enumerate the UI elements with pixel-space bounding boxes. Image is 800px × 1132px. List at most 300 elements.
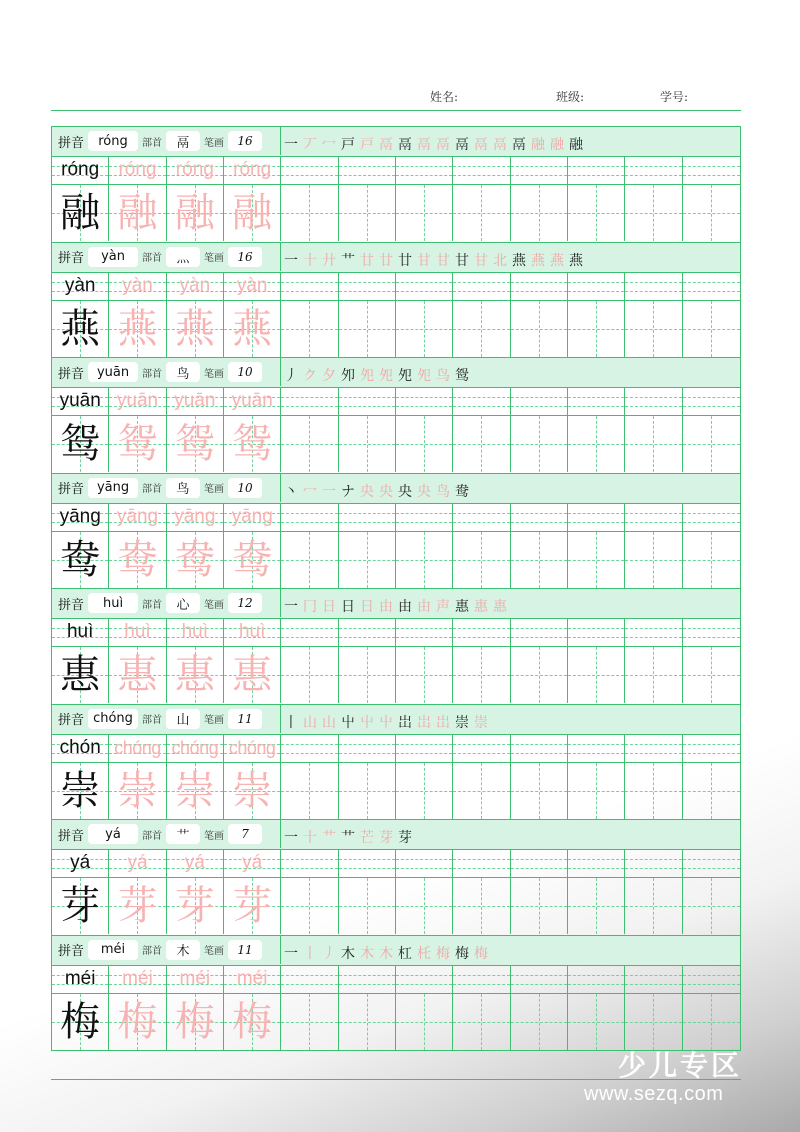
tianzige-cell xyxy=(109,532,166,588)
pinyin-cell[interactable] xyxy=(453,850,510,877)
stroke-step: 岀 xyxy=(417,714,432,731)
pinyin-cell[interactable] xyxy=(453,619,510,646)
stroke-count-label: 笔画 xyxy=(204,368,225,380)
tianzige-cell[interactable] xyxy=(683,532,740,588)
stroke-step: 夘 xyxy=(341,368,356,384)
pinyin-cell xyxy=(224,619,281,646)
pinyin-cell[interactable] xyxy=(396,735,453,762)
pinyin-cell xyxy=(109,966,166,993)
character-info-bar xyxy=(52,589,740,619)
pinyin-cell[interactable] xyxy=(396,273,453,300)
pinyin-cell[interactable] xyxy=(396,388,453,415)
pinyin-cell[interactable] xyxy=(568,157,625,184)
stroke-step: 一 xyxy=(284,945,299,962)
tianzige-cell[interactable] xyxy=(625,878,682,934)
radical-label: 部首 xyxy=(142,484,163,495)
stroke-count-label: 笔画 xyxy=(204,715,225,726)
radical-label: 部首 xyxy=(142,946,163,957)
pinyin-cell[interactable] xyxy=(511,966,568,993)
character-meta xyxy=(52,127,281,155)
pinyin-practice-row xyxy=(52,735,740,763)
tianzige-cell[interactable] xyxy=(683,878,740,934)
tianzige-cell[interactable] xyxy=(396,301,453,357)
tianzige-cell xyxy=(109,185,166,241)
pinyin-cell[interactable] xyxy=(396,157,453,184)
pinyin-cell[interactable] xyxy=(339,619,396,646)
character-practice-row xyxy=(52,878,740,934)
tianzige-cell[interactable] xyxy=(281,763,338,819)
stroke-step: 廿 xyxy=(360,252,375,269)
stroke-step: 声 xyxy=(436,599,451,615)
pinyin-cell[interactable] xyxy=(511,850,568,877)
stroke-step: 一 xyxy=(284,252,299,269)
student-info-header xyxy=(0,88,800,104)
character-info-bar xyxy=(52,705,740,735)
pinyin-cell[interactable] xyxy=(625,388,682,415)
radical-label: 部首 xyxy=(142,715,163,726)
tianzige-cell[interactable] xyxy=(339,416,396,472)
stroke-step: 鸯 xyxy=(455,483,470,500)
pinyin-label: 拼音 xyxy=(58,944,85,959)
character-trace: 惠 xyxy=(232,652,273,698)
tianzige-cell[interactable] xyxy=(683,994,740,1050)
stroke-step: 鬲 xyxy=(379,137,394,153)
stroke-step: 一 xyxy=(284,137,299,153)
pinyin-cell[interactable] xyxy=(339,735,396,762)
pinyin-cell[interactable] xyxy=(683,619,740,646)
pinyin-cell[interactable] xyxy=(281,735,338,762)
stroke-step: 崇 xyxy=(455,714,470,731)
character-trace: 梅 xyxy=(232,998,273,1045)
tianzige-cell[interactable] xyxy=(568,185,625,241)
tianzige-cell[interactable] xyxy=(281,532,338,588)
pinyin-cell[interactable] xyxy=(568,273,625,300)
pinyin-cell[interactable] xyxy=(339,157,396,184)
stroke-step: 芒 xyxy=(360,830,375,846)
pinyin-cell[interactable] xyxy=(683,157,740,184)
pinyin-cell[interactable] xyxy=(625,157,682,184)
stroke-step: 冂 xyxy=(303,599,318,615)
pinyin-trace: yuān xyxy=(231,390,273,411)
tianzige-cell[interactable] xyxy=(281,647,338,703)
pinyin-cell[interactable] xyxy=(511,273,568,300)
stroke-count-label: 笔画 xyxy=(204,946,225,957)
tianzige-cell[interactable] xyxy=(625,416,682,472)
pinyin-cell xyxy=(224,850,281,877)
tianzige-cell[interactable] xyxy=(339,532,396,588)
pinyin-practice-row xyxy=(52,966,740,994)
stroke-step: ナ xyxy=(341,483,356,500)
character-block xyxy=(52,243,740,359)
pinyin-cell xyxy=(52,966,109,993)
pinyin-cell[interactable] xyxy=(511,157,568,184)
stroke-step: 甘 xyxy=(436,252,451,269)
pinyin-value: róng xyxy=(88,131,138,151)
tianzige-cell[interactable] xyxy=(511,878,568,934)
radical-value: 心 xyxy=(166,593,200,613)
pinyin-value: méi xyxy=(88,940,138,960)
stroke-step: 丆 xyxy=(303,137,318,153)
radical-value: 艹 xyxy=(166,824,200,844)
tianzige-cell[interactable] xyxy=(683,763,740,819)
radical-label: 部首 xyxy=(142,253,163,264)
character-model: 鸯 xyxy=(60,536,101,583)
pinyin-cell[interactable] xyxy=(453,157,510,184)
tianzige-cell[interactable] xyxy=(396,763,453,819)
pinyin-cell[interactable] xyxy=(281,157,338,184)
tianzige-cell[interactable] xyxy=(339,185,396,241)
tianzige-cell[interactable] xyxy=(625,532,682,588)
stroke-step: 十 xyxy=(303,252,318,269)
stroke-step: 山 xyxy=(303,714,318,731)
character-meta xyxy=(52,936,281,964)
tianzige-cell[interactable] xyxy=(339,763,396,819)
tianzige-cell[interactable] xyxy=(453,532,510,588)
pinyin-cell[interactable] xyxy=(625,850,682,877)
tianzige-cell[interactable] xyxy=(511,647,568,703)
pinyin-cell[interactable] xyxy=(339,273,396,300)
tianzige-cell[interactable] xyxy=(568,763,625,819)
stroke-step: 岀 xyxy=(398,714,413,731)
tianzige-cell[interactable] xyxy=(625,185,682,241)
stroke-step: 山 xyxy=(322,714,337,731)
tianzige-cell[interactable] xyxy=(568,532,625,588)
stroke-order-sequence xyxy=(284,477,474,501)
pinyin-cell[interactable] xyxy=(568,504,625,531)
stroke-step: 鬲 xyxy=(455,137,470,153)
stroke-step: 屮 xyxy=(360,714,375,731)
pinyin-value: yàn xyxy=(88,247,138,267)
tianzige-cell[interactable] xyxy=(568,416,625,472)
stroke-step: 戸 xyxy=(360,137,375,153)
pinyin-cell[interactable] xyxy=(453,735,510,762)
tianzige-cell[interactable] xyxy=(511,416,568,472)
pinyin-cell[interactable] xyxy=(511,619,568,646)
pinyin-cell xyxy=(224,388,281,415)
tianzige-cell[interactable] xyxy=(339,878,396,934)
stroke-step: 燕 xyxy=(531,252,546,269)
pinyin-cell[interactable] xyxy=(281,273,338,300)
character-block xyxy=(52,936,740,1052)
tianzige-cell[interactable] xyxy=(281,878,338,934)
pinyin-practice-row xyxy=(52,850,740,878)
pinyin-cell[interactable] xyxy=(396,619,453,646)
tianzige-cell[interactable] xyxy=(396,416,453,472)
pinyin-trace: yuān xyxy=(174,390,216,411)
pinyin-cell[interactable] xyxy=(281,504,338,531)
pinyin-cell[interactable] xyxy=(281,850,338,877)
pinyin-value: chóng xyxy=(88,709,138,729)
stroke-step: 芽 xyxy=(379,830,394,846)
pinyin-cell[interactable] xyxy=(625,273,682,300)
pinyin-trace: róng xyxy=(118,159,157,180)
pinyin-cell[interactable] xyxy=(625,619,682,646)
pinyin-label: 拼音 xyxy=(58,366,85,382)
character-block xyxy=(52,474,740,590)
pinyin-cell xyxy=(52,504,109,531)
pinyin-cell[interactable] xyxy=(683,850,740,877)
class-label: 班级: xyxy=(556,90,585,104)
tianzige-cell[interactable] xyxy=(339,301,396,357)
pinyin-cell[interactable] xyxy=(568,850,625,877)
pinyin-label: 拼音 xyxy=(58,135,85,151)
character-model: 惠 xyxy=(60,652,101,698)
character-model: 崇 xyxy=(60,767,101,814)
stroke-count-value: 11 xyxy=(228,709,262,729)
tianzige-cell xyxy=(167,532,224,588)
pinyin-trace: huì xyxy=(124,621,151,642)
tianzige-cell xyxy=(52,185,109,241)
tianzige-cell[interactable] xyxy=(625,647,682,703)
pinyin-trace: méi xyxy=(179,967,211,989)
character-trace: 融 xyxy=(174,190,215,236)
pinyin-cell xyxy=(109,850,166,877)
pinyin-trace: chóng xyxy=(171,737,219,758)
stroke-count-value: 12 xyxy=(228,593,262,613)
radical-label: 部首 xyxy=(142,137,163,149)
tianzige-cell[interactable] xyxy=(453,994,510,1050)
stroke-count-value: 11 xyxy=(228,940,262,960)
pinyin-cell[interactable] xyxy=(339,966,396,993)
practice-sheet xyxy=(51,126,741,1051)
stroke-step: 鬲 xyxy=(398,137,413,153)
character-practice-row xyxy=(52,185,740,241)
watermark-title: 少儿专区 xyxy=(618,1049,743,1082)
pinyin-cell[interactable] xyxy=(339,504,396,531)
pinyin-cell[interactable] xyxy=(625,504,682,531)
pinyin-cell[interactable] xyxy=(683,735,740,762)
character-model: 燕 xyxy=(60,305,101,352)
pinyin-cell[interactable] xyxy=(281,966,338,993)
stroke-step: 鸳 xyxy=(455,368,470,384)
tianzige-cell xyxy=(224,994,281,1050)
tianzige-cell xyxy=(167,763,224,819)
tianzige-cell[interactable] xyxy=(396,532,453,588)
pinyin-cell xyxy=(109,388,166,415)
tianzige-cell[interactable] xyxy=(511,185,568,241)
tianzige-cell xyxy=(224,416,281,472)
character-trace: 融 xyxy=(117,190,158,236)
pinyin-practice-row xyxy=(52,388,740,416)
tianzige-cell[interactable] xyxy=(396,185,453,241)
stroke-step: 崇 xyxy=(474,714,489,731)
tianzige-cell[interactable] xyxy=(281,301,338,357)
character-trace: 燕 xyxy=(117,305,158,352)
stroke-count-label: 笔画 xyxy=(204,253,225,264)
character-meta xyxy=(52,589,281,617)
character-trace: 崇 xyxy=(232,767,273,814)
tianzige-cell[interactable] xyxy=(511,301,568,357)
pinyin-cell xyxy=(52,619,109,646)
tianzige-cell[interactable] xyxy=(396,647,453,703)
tianzige-cell[interactable] xyxy=(339,647,396,703)
tianzige-cell xyxy=(167,994,224,1050)
pinyin-cell[interactable] xyxy=(281,388,338,415)
character-meta xyxy=(52,820,281,848)
stroke-step: 甘 xyxy=(455,252,470,269)
stroke-order-sequence xyxy=(284,708,493,732)
pinyin-trace: yá xyxy=(127,852,148,873)
tianzige-cell[interactable] xyxy=(396,994,453,1050)
stroke-count-value: 10 xyxy=(228,478,262,498)
tianzige-cell xyxy=(52,647,109,703)
stroke-step: 一 xyxy=(322,483,337,500)
stroke-step: 央 xyxy=(417,483,432,500)
character-meta xyxy=(52,474,281,502)
stroke-step: 一 xyxy=(284,830,299,846)
pinyin-cell[interactable] xyxy=(281,619,338,646)
pinyin-model: méi xyxy=(64,967,96,989)
pinyin-cell[interactable] xyxy=(453,273,510,300)
pinyin-cell[interactable] xyxy=(396,966,453,993)
pinyin-cell[interactable] xyxy=(568,735,625,762)
stroke-step: 冖 xyxy=(322,137,337,153)
character-trace: 融 xyxy=(232,190,273,236)
tianzige-cell[interactable] xyxy=(568,878,625,934)
tianzige-cell xyxy=(167,416,224,472)
pinyin-cell[interactable] xyxy=(683,504,740,531)
character-trace: 梅 xyxy=(174,998,215,1045)
stroke-step: 丨 xyxy=(303,945,318,962)
tianzige-cell[interactable] xyxy=(396,878,453,934)
tianzige-cell[interactable] xyxy=(568,994,625,1050)
name-label: 姓名: xyxy=(430,90,459,104)
pinyin-label: 拼音 xyxy=(58,597,85,613)
character-trace: 鸯 xyxy=(232,536,273,583)
tianzige-cell[interactable] xyxy=(683,647,740,703)
tianzige-cell[interactable] xyxy=(453,301,510,357)
tianzige-cell[interactable] xyxy=(683,301,740,357)
pinyin-cell xyxy=(224,504,281,531)
stroke-step: 北 xyxy=(493,252,508,269)
tianzige-cell[interactable] xyxy=(568,647,625,703)
pinyin-trace: yāng xyxy=(231,505,273,527)
tianzige-cell[interactable] xyxy=(625,763,682,819)
stroke-step: 甘 xyxy=(417,252,432,269)
character-model: 芽 xyxy=(60,883,101,929)
character-trace: 芽 xyxy=(117,883,158,929)
pinyin-cell[interactable] xyxy=(453,504,510,531)
stroke-step: 梅 xyxy=(474,945,489,962)
pinyin-cell xyxy=(167,273,224,300)
character-trace: 鸳 xyxy=(117,421,158,467)
pinyin-cell[interactable] xyxy=(511,504,568,531)
tianzige-cell[interactable] xyxy=(568,301,625,357)
radical-value: 灬 xyxy=(166,247,200,267)
pinyin-cell[interactable] xyxy=(568,966,625,993)
stroke-step: 鬲 xyxy=(417,137,432,153)
pinyin-cell xyxy=(167,157,224,184)
tianzige-cell[interactable] xyxy=(683,416,740,472)
pinyin-cell xyxy=(52,850,109,877)
pinyin-cell[interactable] xyxy=(339,388,396,415)
tianzige-cell[interactable] xyxy=(511,532,568,588)
pinyin-cell[interactable] xyxy=(625,735,682,762)
character-info-bar xyxy=(52,127,740,157)
pinyin-cell xyxy=(109,735,166,762)
pinyin-cell[interactable] xyxy=(683,273,740,300)
tianzige-cell[interactable] xyxy=(625,301,682,357)
pinyin-cell xyxy=(109,157,166,184)
pinyin-cell[interactable] xyxy=(568,619,625,646)
tianzige-cell[interactable] xyxy=(339,994,396,1050)
stroke-step: 融 xyxy=(569,137,584,153)
watermark-url: www.sezq.com xyxy=(584,1083,724,1105)
character-info-bar xyxy=(52,820,740,850)
pinyin-cell[interactable] xyxy=(339,850,396,877)
pinyin-cell[interactable] xyxy=(625,966,682,993)
tianzige-cell[interactable] xyxy=(683,185,740,241)
pinyin-cell[interactable] xyxy=(396,504,453,531)
pinyin-cell[interactable] xyxy=(453,966,510,993)
pinyin-value: yuān xyxy=(88,362,138,382)
tianzige-cell[interactable] xyxy=(453,185,510,241)
tianzige-cell[interactable] xyxy=(453,647,510,703)
tianzige-cell[interactable] xyxy=(511,763,568,819)
character-practice-row xyxy=(52,301,740,357)
pinyin-cell[interactable] xyxy=(511,388,568,415)
stroke-step: 央 xyxy=(398,483,413,500)
pinyin-cell[interactable] xyxy=(396,850,453,877)
stroke-step: 鬲 xyxy=(493,137,508,153)
stroke-step: 鬲 xyxy=(436,137,451,153)
pinyin-label: 拼音 xyxy=(58,251,85,266)
character-practice-row xyxy=(52,763,740,819)
tianzige-cell[interactable] xyxy=(281,416,338,472)
pinyin-cell[interactable] xyxy=(683,388,740,415)
pinyin-cell[interactable] xyxy=(683,966,740,993)
tianzige-cell[interactable] xyxy=(453,878,510,934)
character-practice-row xyxy=(52,994,740,1050)
pinyin-practice-row xyxy=(52,619,740,647)
stroke-count-value: 10 xyxy=(228,362,262,382)
radical-value: 木 xyxy=(166,940,200,960)
stroke-step: 芽 xyxy=(398,830,413,846)
pinyin-cell xyxy=(224,273,281,300)
tianzige-cell[interactable] xyxy=(625,994,682,1050)
pinyin-cell[interactable] xyxy=(568,388,625,415)
stroke-step: 艹 xyxy=(341,252,356,269)
pinyin-trace: yá xyxy=(184,852,205,873)
tianzige-cell[interactable] xyxy=(511,994,568,1050)
stroke-step: 木 xyxy=(341,945,356,962)
radical-value: 鸟 xyxy=(166,362,200,382)
pinyin-model: róng xyxy=(61,159,100,180)
stroke-step: 十 xyxy=(303,830,318,846)
stroke-order-sequence xyxy=(284,361,474,385)
tianzige-cell[interactable] xyxy=(281,185,338,241)
character-meta xyxy=(52,243,281,271)
pinyin-trace: róng xyxy=(175,159,214,180)
tianzige-cell[interactable] xyxy=(281,994,338,1050)
stroke-count-label: 笔画 xyxy=(204,599,225,611)
pinyin-trace: yāng xyxy=(174,505,216,527)
tianzige-cell xyxy=(109,994,166,1050)
pinyin-model: yá xyxy=(70,852,91,873)
tianzige-cell[interactable] xyxy=(453,416,510,472)
tianzige-cell xyxy=(52,763,109,819)
pinyin-cell[interactable] xyxy=(453,388,510,415)
tianzige-cell xyxy=(109,763,166,819)
stroke-step: 屮 xyxy=(341,714,356,731)
tianzige-cell xyxy=(167,185,224,241)
tianzige-cell xyxy=(224,185,281,241)
pinyin-cell xyxy=(109,619,166,646)
pinyin-model: chón xyxy=(59,736,101,758)
stroke-step: 梅 xyxy=(455,945,470,962)
pinyin-cell[interactable] xyxy=(511,735,568,762)
tianzige-cell[interactable] xyxy=(453,763,510,819)
